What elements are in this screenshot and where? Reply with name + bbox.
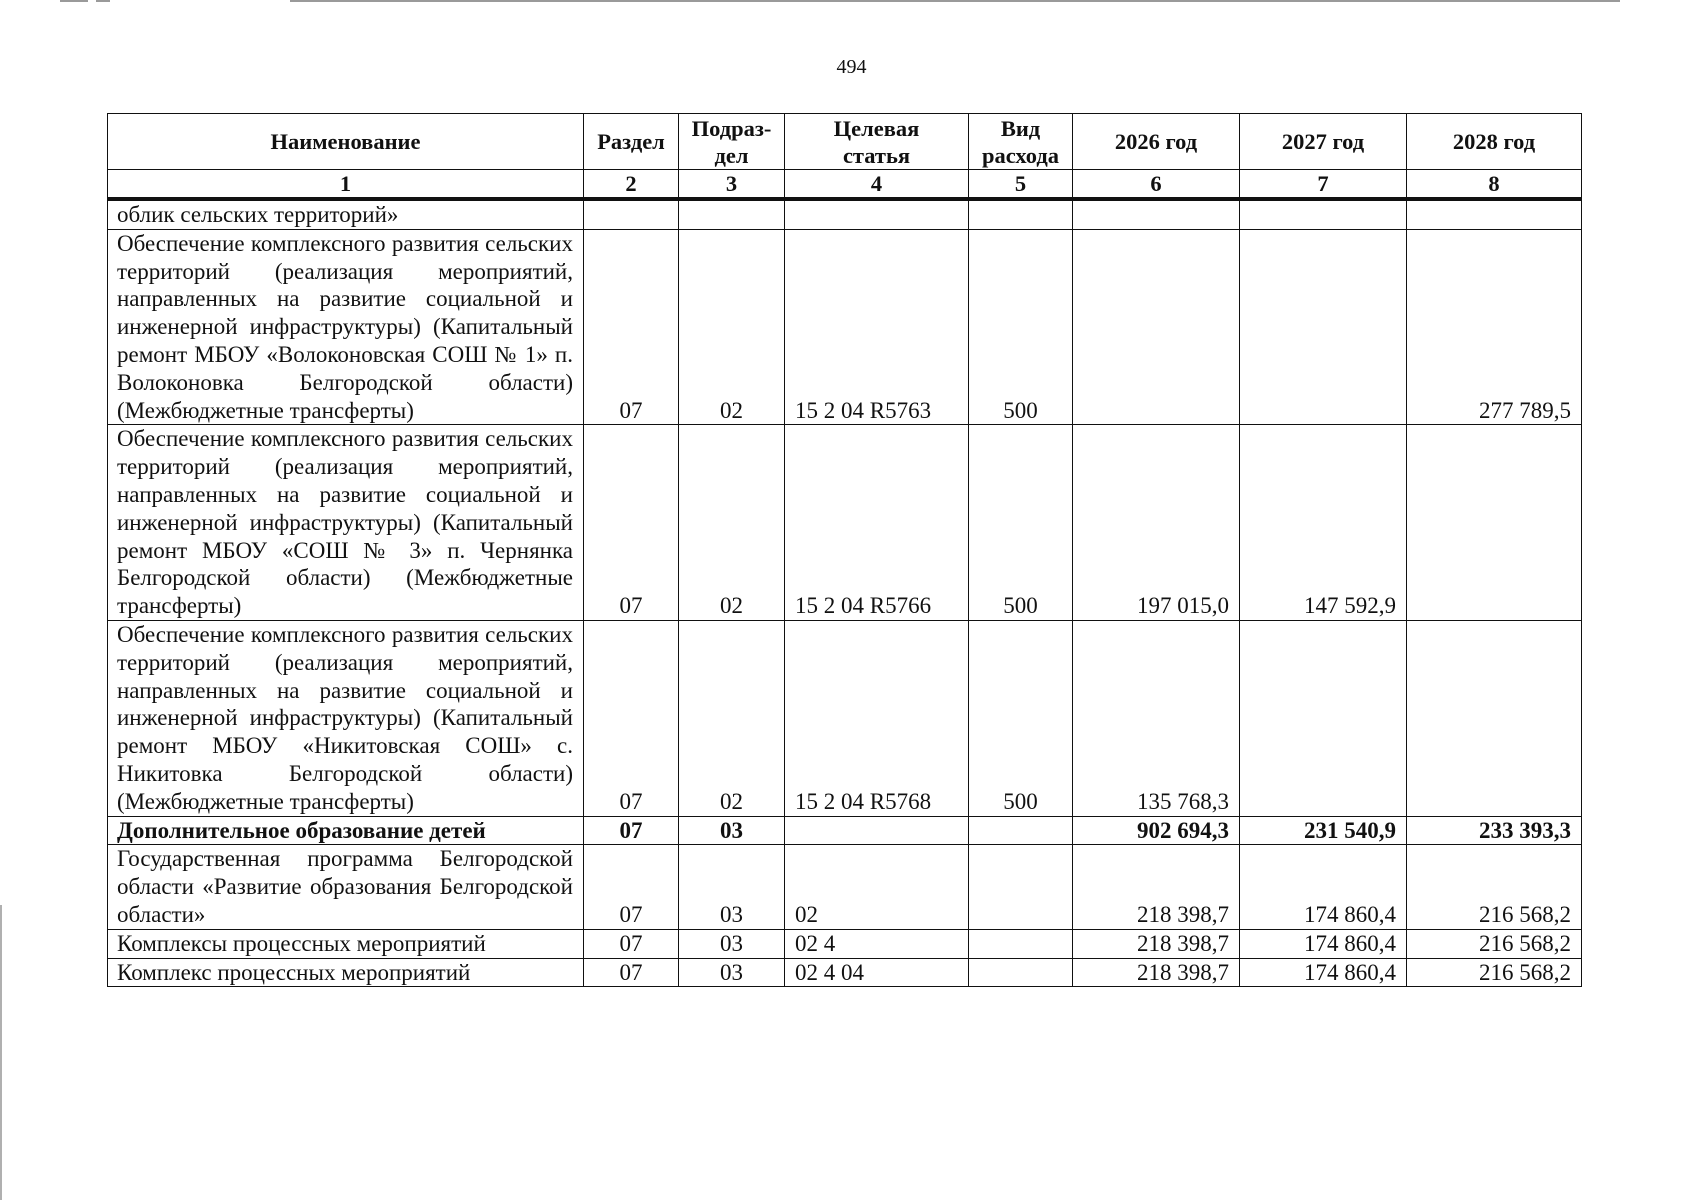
row-2027: 174 860,4 (1240, 845, 1407, 929)
row-podrazdel: 03 (679, 958, 785, 987)
row-name: облик сельских территорий» (108, 199, 584, 229)
scan-artifact-line (290, 0, 1620, 2)
row-podrazdel: 03 (679, 816, 785, 845)
row-razdel (584, 199, 679, 229)
header-podrazdel-line2: дел (714, 142, 749, 168)
header-2026: 2026 год (1073, 114, 1240, 170)
row-2026: 218 398,7 (1073, 845, 1240, 929)
row-2028 (1407, 425, 1582, 621)
column-number: 7 (1240, 170, 1407, 200)
row-razdel: 07 (584, 816, 679, 845)
row-vid (969, 199, 1073, 229)
table-row (108, 425, 1582, 621)
page-number: 494 (836, 56, 867, 78)
row-name: Комплекс процессных мероприятий (108, 958, 584, 987)
row-2026 (1073, 199, 1240, 229)
column-number: 6 (1073, 170, 1240, 200)
row-podrazdel: 02 (679, 620, 785, 816)
header-podrazdel (679, 114, 785, 170)
row-target (785, 199, 969, 229)
table-row (108, 958, 1582, 987)
table-row (108, 229, 1582, 425)
header-podrazdel-line1: Подраз- (691, 115, 772, 141)
row-2028 (1407, 620, 1582, 816)
row-2027 (1240, 620, 1407, 816)
column-number: 1 (108, 170, 584, 200)
row-name: Комплексы процессных мероприятий (108, 929, 584, 958)
row-2026: 902 694,3 (1073, 816, 1240, 845)
row-vid (969, 845, 1073, 929)
row-name: Обеспечение комплексного развития сельских территорий (реализация мероприятий, направленных на развитие социальной и инженерной инфраструктуры) (Капитальный ремонт МБОУ «Никитовская СОШ» с. Никитовка Белгородской области) (Межбюджетные трансферты) (108, 620, 584, 816)
row-name: Государственная программа Белгородской области «Развитие образования Белгородской области» (108, 845, 584, 929)
row-razdel: 07 (584, 845, 679, 929)
header-2028: 2028 год (1407, 114, 1582, 170)
header-vid-line1: Вид (1000, 115, 1041, 141)
row-podrazdel: 02 (679, 425, 785, 621)
row-razdel: 07 (584, 229, 679, 425)
row-target: 15 2 04 R5763 (785, 229, 969, 425)
header-target-line2: статья (842, 142, 911, 168)
header-razdel: Раздел (584, 114, 679, 170)
row-2027: 174 860,4 (1240, 958, 1407, 987)
row-2028: 233 393,3 (1407, 816, 1582, 845)
row-2028: 277 789,5 (1407, 229, 1582, 425)
row-name: Дополнительное образование детей (108, 816, 584, 845)
scan-artifact-line (60, 0, 88, 2)
column-number: 2 (584, 170, 679, 200)
table-row (108, 199, 1582, 229)
row-podrazdel: 02 (679, 229, 785, 425)
row-2026: 197 015,0 (1073, 425, 1240, 621)
row-razdel: 07 (584, 425, 679, 621)
row-name: Обеспечение комплексного развития сельских территорий (реализация мероприятий, направленных на развитие социальной и инженерной инфраструктуры) (Капитальный ремонт МБОУ «Волоконовская СОШ № 1» п. Волоконовка Белгородской области) (Межбюджетные трансферты) (108, 229, 584, 425)
row-vid (969, 929, 1073, 958)
row-2026 (1073, 229, 1240, 425)
header-name: Наименование (108, 114, 584, 170)
row-vid: 500 (969, 425, 1073, 621)
row-2028: 216 568,2 (1407, 929, 1582, 958)
row-target: 02 (785, 845, 969, 929)
column-number: 8 (1407, 170, 1582, 200)
column-number: 3 (679, 170, 785, 200)
column-number: 4 (785, 170, 969, 200)
header-row (108, 114, 1582, 170)
row-2027 (1240, 229, 1407, 425)
row-vid: 500 (969, 229, 1073, 425)
row-target: 02 4 (785, 929, 969, 958)
row-name: Обеспечение комплексного развития сельских территорий (реализация мероприятий, направленных на развитие социальной и инженерной инфраструктуры) (Капитальный ремонт МБОУ «СОШ № 3» п. Чернянка Белгородской области) (Межбюджетные трансферты) (108, 425, 584, 621)
row-podrazdel (679, 199, 785, 229)
row-target: 15 2 04 R5768 (785, 620, 969, 816)
row-podrazdel: 03 (679, 845, 785, 929)
column-number: 5 (969, 170, 1073, 200)
row-2027: 147 592,9 (1240, 425, 1407, 621)
row-vid (969, 958, 1073, 987)
row-2027 (1240, 199, 1407, 229)
column-number-row (108, 170, 1582, 200)
header-target (785, 114, 969, 170)
row-target: 02 4 04 (785, 958, 969, 987)
header-2027: 2027 год (1240, 114, 1407, 170)
header-target-line1: Целевая (833, 115, 920, 141)
row-2026: 135 768,3 (1073, 620, 1240, 816)
row-2028 (1407, 199, 1582, 229)
row-razdel: 07 (584, 929, 679, 958)
row-2028: 216 568,2 (1407, 958, 1582, 987)
row-2027: 231 540,9 (1240, 816, 1407, 845)
row-2027: 174 860,4 (1240, 929, 1407, 958)
header-vid-line2: расхода (981, 142, 1060, 168)
row-vid: 500 (969, 620, 1073, 816)
scan-artifact-line (96, 0, 110, 2)
row-2026: 218 398,7 (1073, 958, 1240, 987)
row-razdel: 07 (584, 958, 679, 987)
budget-table (107, 113, 1582, 987)
table-row (108, 620, 1582, 816)
row-target (785, 816, 969, 845)
row-podrazdel: 03 (679, 929, 785, 958)
table-row (108, 845, 1582, 929)
row-2026: 218 398,7 (1073, 929, 1240, 958)
scan-artifact-edge (0, 905, 2, 1200)
table-row-subtotal (108, 816, 1582, 845)
table-row (108, 929, 1582, 958)
row-vid (969, 816, 1073, 845)
row-razdel: 07 (584, 620, 679, 816)
row-2028: 216 568,2 (1407, 845, 1582, 929)
row-target: 15 2 04 R5766 (785, 425, 969, 621)
header-vid (969, 114, 1073, 170)
